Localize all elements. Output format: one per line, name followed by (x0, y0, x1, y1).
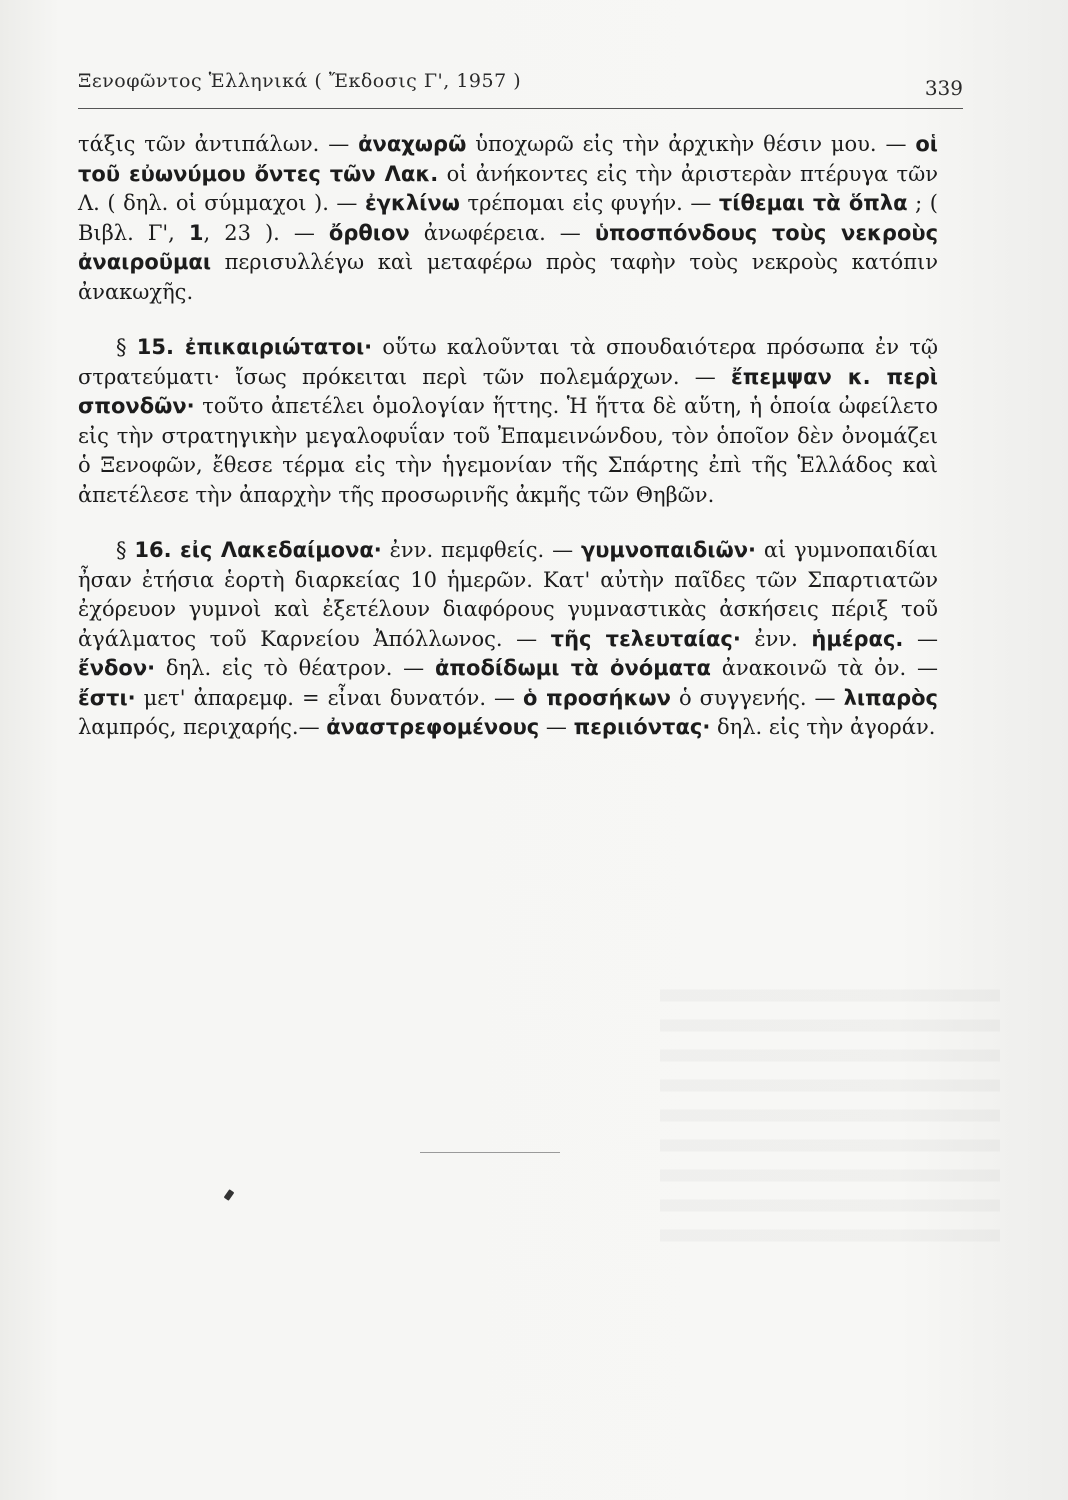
text-run: τάξις τῶν ἀντιπάλων. — (78, 132, 359, 156)
text-run: τρέπομαι εἰς φυγήν. — (459, 191, 719, 215)
text-run: δηλ. εἰς τὴν ἀγοράν. (710, 715, 936, 739)
header-rule (78, 108, 963, 109)
text-run: οἱ ἀνήκοντες εἰς τὴν ἀριστερὰν πτέρυγα τῶν Λ. ( δηλ. οἱ σύμμαχοι ). — (78, 161, 938, 215)
lemma: τίθεμαι τὰ ὅπλα (718, 191, 908, 215)
text-run: , 23 ). — (203, 220, 329, 245)
text-run: ; ( Βιβλ. Γ', (78, 191, 938, 245)
text-run: — (539, 715, 574, 739)
lemma: ἔνδον· (78, 656, 156, 680)
text-run: οὕτω καλοῦνται τὰ σπουδαιότερα πρόσωπα ἐν τῷ στρατεύματι· ἴσως πρόκειται περὶ τῶν πολεμάρχων. — (78, 335, 938, 389)
text-run: μετ' ἀπαρεμφ. = εἶναι δυνατόν. — (135, 685, 524, 710)
section-16 (78, 536, 938, 743)
lemma: 15. ἐπικαιριώτατοι· (136, 335, 373, 359)
lemma: γυμνοπαιδιῶν· (580, 538, 756, 562)
lemma: 16. εἰς Λακεδαίμονα· (134, 538, 382, 562)
commentary-body (78, 130, 938, 743)
lemma: ὁ προσήκων (523, 685, 671, 710)
lemma: ἀποδίδωμι τὰ ὀνόματα (434, 656, 711, 680)
lemma: ἔπεμψαν κ. περὶ σπονδῶν· (78, 364, 938, 418)
reference-number: 1 (188, 220, 204, 245)
text-run: ἐνν. πεμφθείς. — (381, 538, 581, 562)
lemma: λιπαρὸς (843, 685, 938, 710)
text-run: δηλ. εἰς τὸ θέατρον. — (155, 656, 435, 680)
text-run: ἐνν. (740, 626, 812, 651)
paragraph-continuation (78, 130, 938, 307)
lemma: οἱ τοῦ εὐωνύμου ὄντες τῶν Λακ. (78, 132, 938, 186)
text-run: λαμπρός, περιχαρής.— (78, 715, 327, 739)
footnote-rule (420, 1152, 560, 1153)
text-run: — (903, 626, 938, 651)
lemma: περιιόντας· (573, 715, 711, 739)
section-15 (78, 333, 938, 510)
text-run: ὑποχωρῶ εἰς τὴν ἀρχικὴν θέσιν μου. — (466, 132, 916, 156)
lemma: ἔστι· (78, 685, 136, 710)
text-run: ἀνωφέρεια. — (409, 220, 595, 245)
section-sign: § (116, 538, 135, 562)
page-header (78, 66, 963, 100)
running-title: Ξενοφῶντος Ἑλληνικά ( Ἔκδοσις Γ', 1957 ) (78, 70, 522, 92)
text-run: τοῦτο ἀπετέλει ὁμολογίαν ἥττης. Ἡ ἥττα δὲ αὕτη, ἡ ὁποία ὠφείλετο εἰς τὴν στρατηγικὴν μεγαλοφυΐαν τοῦ Ἐπαμεινώνδου, τὸν ὁποῖον δὲν ὀνομάζει ὁ Ξενοφῶν, ἔθεσε τέρμα εἰς τὴν ἡγεμονίαν τῆς Σπάρτης ἐπὶ τῆς Ἑλλάδος καὶ ἀπετέλεσε τὴν ἀπαρχὴν τῆς προσωρινῆς ἀκμῆς τῶν Θηβῶν. (78, 394, 938, 507)
lemma: ὄρθιον (328, 220, 410, 245)
text-run: ὁ συγγενής. — (670, 685, 844, 710)
lemma: ἀναχωρῶ (358, 132, 467, 156)
text-run: ἀνακοινῶ τὰ ὀν. — (710, 656, 939, 680)
text-run: αἱ γυμνοπαιδίαι ἦσαν ἐτήσια ἑορτὴ διαρκείας 10 ἡμερῶν. Κατ' αὐτὴν παῖδες τῶν Σπαρτιατῶν ἐχόρευον γυμνοὶ καὶ ἐξετέλουν διαφόρους γυμναστικὰς ἀσκήσεις πέριξ τοῦ ἀγάλματος τοῦ Καρνείου Ἀπόλλωνος. — (78, 538, 938, 651)
lemma: ἐγκλίνω (364, 191, 460, 215)
lemma: τῆς τελευταίας· (550, 626, 741, 651)
text-run: περισυλλέγω καὶ μεταφέρω πρὸς ταφὴν τοὺς νεκροὺς κατόπιν ἀνακωχῆς. (78, 250, 938, 304)
lemma: ἀναστρεφομένους (326, 715, 540, 739)
lemma: ἡμέρας. (811, 626, 904, 651)
page-number: 339 (924, 76, 963, 100)
section-sign: § (116, 335, 137, 359)
lemma: ὑποσπόνδους τοὺς νεκροὺς ἀναιροῦμαι (78, 220, 939, 274)
